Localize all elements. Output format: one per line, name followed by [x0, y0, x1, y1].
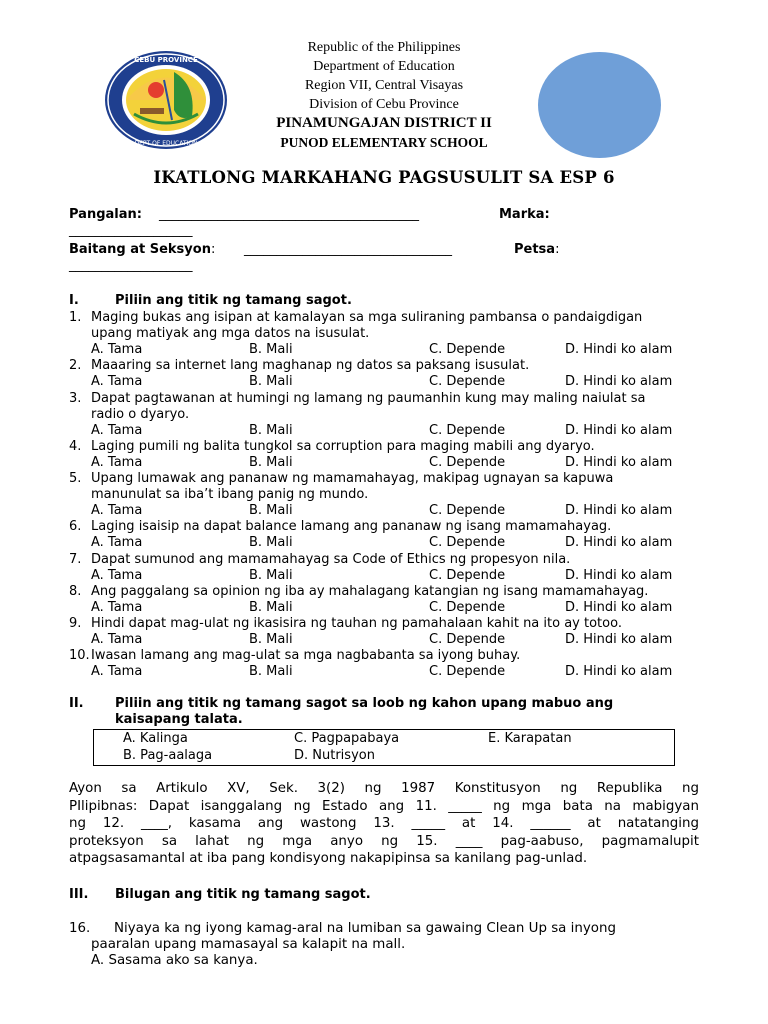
answer-options-row [91, 632, 711, 648]
option-c-depende[interactable]: C. Depende [429, 567, 506, 583]
option-a-tama[interactable]: A. Tama [91, 422, 143, 438]
option-b-mali[interactable]: B. Mali [249, 632, 293, 647]
option-d-hindi-ko-alam[interactable]: D. Hindi ko alam [565, 422, 673, 438]
option-a-tama[interactable]: A. Tama [91, 599, 143, 615]
part2-numeral: II. [69, 696, 84, 711]
option-a-tama[interactable]: A. Tama [91, 503, 143, 519]
question-number: 1. [69, 310, 82, 325]
question-text-line [69, 471, 613, 487]
option-a-tama[interactable]: A. Tama [91, 342, 143, 358]
option-b-mali[interactable]: B. Mali [249, 422, 293, 438]
question-number: 3. [69, 390, 82, 406]
choices-box [93, 729, 675, 766]
question-text-line [69, 310, 642, 326]
question-text-line [69, 648, 520, 664]
question-text: Dapat pagtawanan at humingi ng lamang ng paumanhin kung may maling naiulat sa [91, 390, 646, 406]
option-d-hindi-ko-alam[interactable]: D. Hindi ko alam [565, 632, 673, 647]
question-text-line [69, 584, 648, 600]
question-text-line [69, 519, 611, 535]
option-c-depende[interactable]: C. Depende [429, 664, 506, 680]
choice-d[interactable]: D. Nutrisyon [294, 748, 375, 763]
question-text: Upang lumawak ang pananaw ng mamamahayag, makipag ugnayan sa kapuwa [91, 471, 614, 486]
option-b-mali[interactable]: B. Mali [249, 567, 293, 583]
option-a-tama[interactable]: A. Tama [91, 535, 143, 551]
question-text: Iwasan lamang ang mag-ulat sa mga nagbabanta sa iyong buhay. [91, 648, 521, 664]
question-text: Hindi dapat mag-ulat ng ikasisira ng tauhan ng pamahalaan kahit na ito ay totoo. [91, 615, 622, 631]
part1-instruction: Piliin ang titik ng tamang sagot. [115, 293, 352, 308]
answer-options-row [91, 423, 711, 439]
answer-options-row [91, 342, 711, 358]
question-text: Laging pumili ng balita tungkol sa corruption para maging mabili ang dyaryo. [91, 438, 595, 454]
question-text: radio o dyaryo. [91, 406, 190, 422]
option-a-tama[interactable]: A. Tama [91, 664, 143, 680]
date-blank[interactable]: ___________________ [69, 258, 193, 273]
option-d-hindi-ko-alam[interactable]: D. Hindi ko alam [565, 374, 673, 390]
question-text: Maaaring sa internet lang maghanap ng datos sa paksang isusulat. [91, 358, 530, 374]
choice-b[interactable]: B. Pag-aalaga [123, 748, 213, 763]
header-region: Region VII, Central Visayas [304, 78, 464, 93]
option-a-tama[interactable]: A. Tama [91, 374, 143, 390]
answer-options-row [91, 503, 711, 519]
option-d-hindi-ko-alam[interactable]: D. Hindi ko alam [565, 664, 673, 680]
question-number: 4. [69, 438, 82, 454]
question-text: Dapat sumunod ang mamamahayag sa Code of Ethics ng propesyon nila. [91, 551, 571, 567]
name-label: Pangalan: [69, 207, 142, 222]
part3-numeral: III. [69, 887, 89, 902]
part2-instruction-line1: Piliin ang titik ng tamang sagot sa loob ng kahon upang mabuo ang [115, 696, 614, 711]
question-16-line1: Niyaya ka ng iyong kamag-aral na lumiban sa gawaing Clean Up sa inyong [114, 921, 616, 936]
question-number: 10. [69, 648, 90, 664]
paragraph-line: proteksyon sa lahat ng mga anyo ng 15. ____ pag-aabuso, pagmamalupit [69, 833, 699, 849]
question-16-line2: paaralan upang mamasayal sa kalapit na mall. [91, 937, 406, 952]
date-colon: : [555, 242, 560, 257]
choice-a[interactable]: A. Kalinga [123, 731, 188, 746]
question-text: upang matiyak ang mga datos na isusulat. [91, 326, 370, 342]
grade-label: Baitang at Seksyon [69, 242, 211, 257]
question-text-line [69, 358, 529, 374]
score-blank[interactable]: ___________________ [69, 223, 193, 238]
name-blank[interactable]: ________________________________________ [159, 207, 419, 222]
question-16-number: 16. [69, 921, 91, 936]
constitution-paragraph [69, 780, 699, 868]
question-text-line [91, 326, 369, 342]
option-c-depende[interactable]: C. Depende [429, 454, 506, 470]
answer-options-row [91, 600, 711, 616]
option-c-depende[interactable]: C. Depende [429, 422, 506, 438]
answer-options-row [91, 455, 711, 471]
question-text: Ang paggalang sa opinion ng iba ay mahalagang katangian ng isang mamamahayag. [91, 583, 649, 599]
answer-options-row [91, 535, 711, 551]
paragraph-line: atpagsasamantal at iba pang kondisyong nakapipinsa sa kanilang pag-unlad. [69, 851, 588, 867]
question-number: 7. [69, 551, 82, 567]
option-b-mali[interactable]: B. Mali [249, 535, 293, 551]
question-16-option-a[interactable]: A. Sasama ako sa kanya. [91, 953, 258, 968]
question-text-line [69, 391, 645, 407]
option-d-hindi-ko-alam[interactable]: D. Hindi ko alam [565, 599, 673, 615]
score-label: Marka: [499, 207, 550, 222]
answer-options-row [91, 374, 711, 390]
option-d-hindi-ko-alam[interactable]: D. Hindi ko alam [565, 535, 673, 551]
question-text-line [69, 552, 570, 568]
option-b-mali[interactable]: B. Mali [249, 599, 293, 615]
question-text: manunulat sa iba’t ibang panig ng mundo. [91, 487, 369, 503]
option-d-hindi-ko-alam[interactable]: D. Hindi ko alam [565, 454, 673, 470]
part3-instruction: Bilugan ang titik ng tamang sagot. [115, 887, 371, 902]
question-number: 5. [69, 471, 82, 486]
option-b-mali[interactable]: B. Mali [249, 454, 293, 470]
option-c-depende[interactable]: C. Depende [429, 632, 506, 647]
question-text-line [91, 487, 368, 503]
option-d-hindi-ko-alam[interactable]: D. Hindi ko alam [565, 567, 673, 583]
header-school: PUNOD ELEMENTARY SCHOOL [280, 135, 488, 150]
document-header [0, 38, 768, 152]
answer-options-row [91, 568, 711, 584]
option-a-tama[interactable]: A. Tama [91, 567, 143, 583]
choice-c[interactable]: C. Pagpapabaya [294, 731, 400, 746]
question-text-line [91, 407, 189, 423]
question-number: 2. [69, 358, 82, 374]
paragraph-line: ng 12. ____, kasama ang wastong 13. _____ at 14. ______ at natatanging [69, 816, 699, 832]
option-c-depende[interactable]: C. Depende [429, 342, 506, 358]
paragraph-line: Ayon sa Artikulo XV, Sek. 3(2) ng 1987 Konstitusyon ng Republika ng [69, 781, 699, 796]
question-number: 9. [69, 615, 82, 631]
header-division: Division of Cebu Province [309, 97, 459, 112]
question-text: Maging bukas ang isipan at kamalayan sa mga suliraning pambansa o pandaigdigan [91, 310, 643, 325]
choice-e[interactable]: E. Karapatan [488, 731, 572, 746]
part1-numeral: I. [69, 293, 79, 308]
date-label: Petsa [514, 242, 556, 257]
header-district: PINAMUNGAJAN DISTRICT II [276, 115, 492, 131]
option-b-mali[interactable]: B. Mali [249, 374, 293, 390]
option-d-hindi-ko-alam[interactable]: D. Hindi ko alam [565, 503, 673, 519]
question-text-line [69, 439, 595, 455]
answer-options-row [91, 664, 711, 680]
question-text-line [69, 616, 622, 632]
svg-text:CEBU PROVINCE: CEBU PROVINCE [134, 56, 198, 64]
option-a-tama[interactable]: A. Tama [91, 454, 143, 470]
exam-title: IKATLONG MARKAHANG PAGSUSULIT SA ESP 6 [153, 168, 615, 187]
question-number: 6. [69, 519, 82, 535]
header-department: Department of Education [313, 59, 455, 74]
option-c-depende[interactable]: C. Depende [429, 535, 506, 551]
question-number: 8. [69, 583, 82, 599]
grade-blank[interactable]: ________________________________ [244, 242, 452, 257]
option-d-hindi-ko-alam[interactable]: D. Hindi ko alam [565, 342, 673, 358]
option-c-depende[interactable]: C. Depende [429, 503, 506, 519]
option-c-depende[interactable]: C. Depende [429, 599, 506, 615]
paragraph-line: PIlipibnas: Dapat isanggalang ng Estado ang 11. _____ ng mga bata na mabigyan [69, 798, 699, 814]
header-republic: Republic of the Philippines [307, 40, 461, 55]
option-b-mali[interactable]: B. Mali [249, 342, 293, 358]
part2-instruction-line2: kaisapang talata. [115, 712, 243, 727]
question-text: Laging isaisip na dapat balance lamang ang pananaw ng isang mamamahayag. [91, 519, 612, 535]
option-a-tama[interactable]: A. Tama [91, 632, 143, 647]
option-c-depende[interactable]: C. Depende [429, 374, 506, 390]
option-b-mali[interactable]: B. Mali [249, 503, 293, 519]
grade-colon: : [210, 242, 216, 257]
option-b-mali[interactable]: B. Mali [249, 664, 293, 680]
svg-text:DEPT OF EDUCATION: DEPT OF EDUCATION [134, 140, 198, 147]
